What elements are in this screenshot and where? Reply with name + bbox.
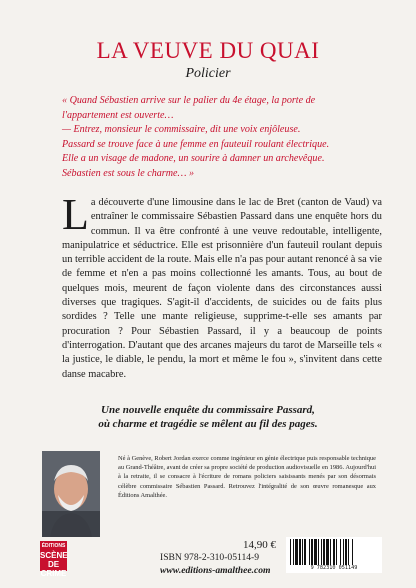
barcode-bar [293,539,294,565]
barcode-bar [314,539,317,565]
barcode-icon [286,537,382,565]
quote-line: — Entrez, monsieur le commissaire, dit une voix enjôleuse. [62,124,301,136]
logo-line: ÉDITIONS [41,543,66,549]
barcode-bar [290,539,291,565]
tagline [0,403,416,431]
genre-label: Policier [185,66,231,81]
barcode-bar [348,539,349,565]
barcode-bar [343,539,344,565]
barcode-bar [304,539,306,565]
quote-line: l'appartement est ouverte… [62,109,174,121]
quote-line: Elle a un visage de madone, un sourire à damner un archevêque. [62,153,325,165]
publisher-logo [40,541,68,578]
synopsis-text: a découverte d'une limousine dans le lac de Bret (canton de Vaud) va entraîner le commissaire Sébastien Passard dans une enquête hors du commun. Il va être confronté à une veuve redoutable, intelligente, manipulatrice et séductrice. Elle est prisonnière d'un fauteuil roulant depuis un terrible accident de la route. Mais elle n'a pas pour autant renoncé à sa vie de femme et n'en a pas moins collectionné les amants. Tous, au bout de quelques mois, meurent de façon violente dans des circonstances aussi diverses que tragiques. S'agit-il d'accidents, de suicides ou de faits plus sordides ? Telle une mante religieuse, supprime-t-elle ses amants par procuration ? Pour Sébastien Passard, il y a beaucoup de points d'interrogation. D'autant que des arcanes majeurs du tarot de Marseille tels « la justice, le diable, le pendu, la mort et même le fou », s'invitent dans cette danse macabre. [62,197,382,380]
publisher-url: www.editions-amalthee.com [160,565,271,576]
barcode-bar [309,539,310,565]
barcode-bar [302,539,303,565]
barcode-bar [318,539,319,565]
author-photo [42,451,100,537]
quote-line: Sébastien est sous le charme… » [62,167,195,179]
excerpt-quote [62,94,372,182]
barcode-bar [352,539,353,565]
quote-line: Passard se trouve face à une femme en fauteuil roulant électrique. [62,138,330,150]
barcode-bar [311,539,313,565]
barcode-bar [345,539,347,565]
author-portrait-icon [42,451,100,537]
barcode-digits: 9 782310 051149 [286,565,382,571]
barcode-bar [330,539,331,565]
tagline-line: où charme et tragédie se mêlent au fil des pages. [98,418,318,430]
isbn: ISBN 978-2-310-05114-9 [160,552,260,563]
logo-line: SCÈNE DE [40,551,68,569]
barcode-bar [326,539,329,565]
book-title: LA VEUVE DU QUAI [96,38,320,63]
drop-cap: L [62,190,89,239]
barcode-bar [323,539,325,565]
author-bio: Né à Genève, Robert Jordan exerce comme ingénieur en génie électrique puis responsable technique au Grand-Théâtre, avant de créer sa propre société de production audiovisuelle en 1986. Aujourd'hui à la retraite, il se consacre à l'écriture de romans policiers saisissants menés par son désormais célèbre commissaire Sébastien Passard. Retrouvez l'intégralité de son œuvre romanesque aux Éditions Amalthée. [118,455,376,499]
price: 14,90 € [243,539,276,551]
barcode-bar [336,539,337,565]
quote-line: « Quand Sébastien arrive sur le palier du 4e étage, la porte de [62,95,316,106]
barcode-bar [321,539,322,565]
barcode-bar [295,539,298,565]
logo-line: CRIME [40,569,67,578]
barcode-bar [299,539,301,565]
barcode-bar [333,539,335,565]
barcode-bar [340,539,341,565]
tagline-line: Une nouvelle enquête du commissaire Passard, [101,404,315,416]
synopsis [62,190,382,382]
